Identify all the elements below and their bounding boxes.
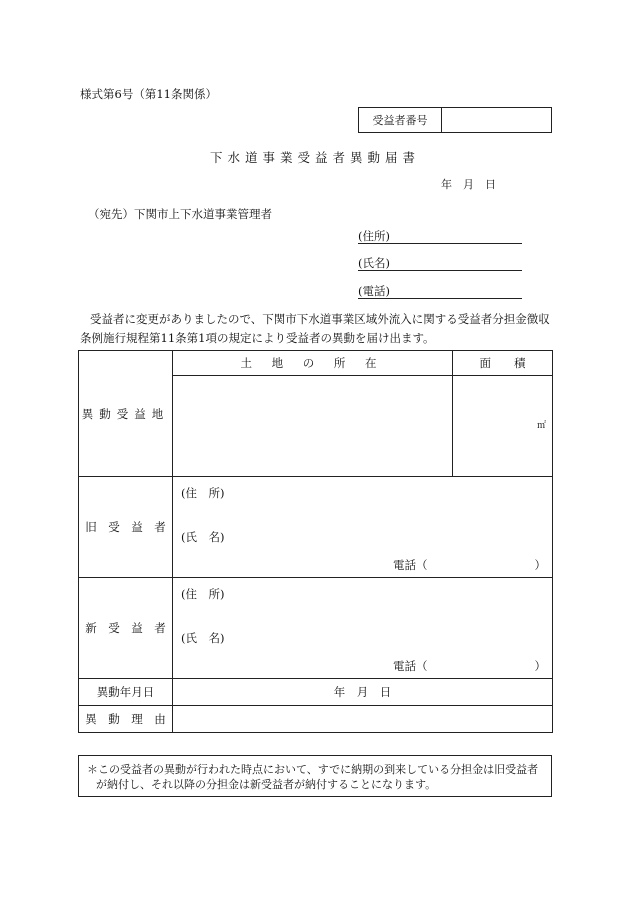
old-name-label: (氏 名)	[181, 530, 225, 544]
applicant-address-field[interactable]	[358, 228, 522, 244]
submission-date[interactable]: 年 月 日	[441, 178, 496, 191]
new-name-label: (氏 名)	[181, 631, 225, 645]
changed-land-label: 異動受益地	[79, 351, 173, 477]
form-number: 様式第6号（第11条関係）	[80, 87, 217, 101]
applicant-phone-field[interactable]	[358, 283, 522, 299]
applicant-phone-label: (電話)	[358, 284, 390, 298]
area-unit: ㎡	[536, 421, 546, 431]
new-address-label: (住 所)	[181, 587, 225, 601]
old-beneficiary-label: 旧 受 益 者	[79, 477, 173, 578]
old-address-label: (住 所)	[181, 486, 225, 500]
area-header: 面 積	[453, 351, 553, 376]
recipient-number-box	[358, 107, 552, 133]
change-date-field[interactable]: 年 月 日	[173, 679, 553, 706]
recipient-number-field[interactable]	[442, 108, 551, 132]
change-reason-label: 異 動 理 由	[79, 706, 173, 733]
location-field[interactable]	[173, 376, 453, 477]
new-phone-close: ）	[534, 659, 546, 673]
old-beneficiary-field[interactable]	[173, 477, 553, 578]
old-phone-close: ）	[534, 558, 546, 572]
applicant-name-label: (氏名)	[358, 256, 390, 270]
change-reason-field[interactable]	[173, 706, 553, 733]
location-header: 土 地 の 所 在	[173, 351, 453, 376]
document-title: 下水道事業受益者異動届書	[209, 150, 420, 165]
old-phone-label: 電話（	[393, 558, 428, 572]
new-beneficiary-field[interactable]	[173, 578, 553, 679]
declaration-paragraph: 受益者に変更がありましたので、下関市下水道事業区域外流入に関する受益者分担金徴収条例施行規程第11条第1項の規定により受益者の異動を届け出ます。	[80, 312, 550, 345]
change-table	[78, 350, 553, 733]
recipient-number-label: 受益者番号	[359, 108, 442, 132]
area-field[interactable]	[453, 376, 553, 477]
addressee: （宛先）下関市上下水道事業管理者	[88, 207, 272, 221]
note-box: ＊この受益者の異動が行われた時点において、すでに納期の到来している分担金は旧受益者が納付し、それ以降の分担金は新受益者が納付することになります。	[78, 755, 552, 797]
new-phone-label: 電話（	[393, 659, 428, 673]
applicant-address-label: (住所)	[358, 229, 390, 243]
applicant-name-field[interactable]	[358, 255, 522, 271]
change-date-label: 異動年月日	[79, 679, 173, 706]
new-beneficiary-label: 新 受 益 者	[79, 578, 173, 679]
